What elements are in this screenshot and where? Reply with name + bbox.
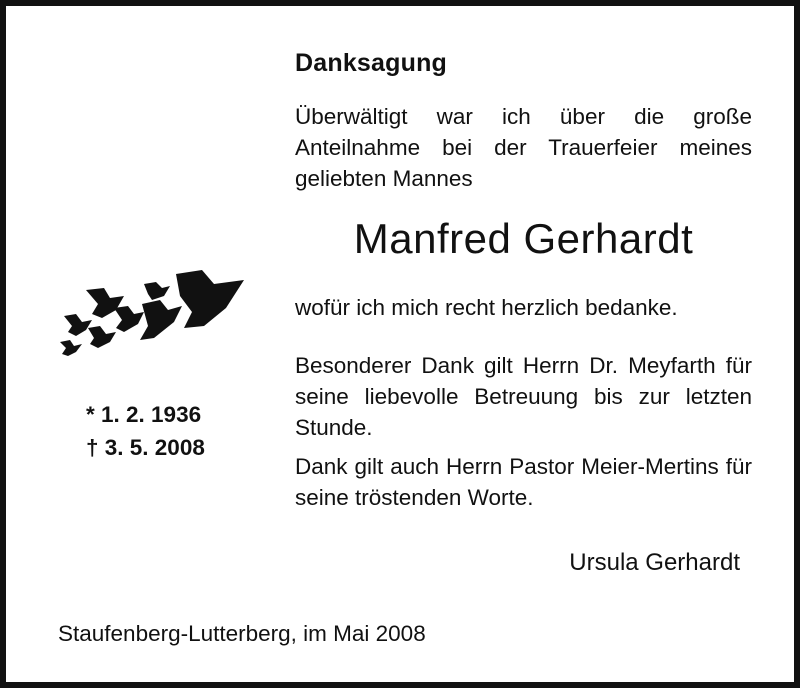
doctor-thanks-text: Besonderer Dank gilt Herrn Dr. Meyfarth für seine liebevolle Betreuung bis zur letzten Stunde. [295, 353, 752, 440]
death-date: † 3. 5. 2008 [86, 435, 205, 460]
thanks-text: wofür ich mich recht herzlich bedanke. [295, 295, 678, 320]
signature: Ursula Gerhardt [569, 549, 740, 576]
deceased-name: Manfred Gerhardt [353, 215, 694, 262]
heading: Danksagung [295, 49, 448, 77]
flying-birds-icon [58, 268, 248, 360]
birth-date: * 1. 2. 1936 [86, 402, 202, 427]
place-and-date: Staufenberg-Lutterberg, im Mai 2008 [58, 621, 426, 646]
pastor-thanks-text: Dank gilt auch Herrn Pastor Meier-Mertins für seine tröstenden Worte. [295, 454, 752, 510]
intro-text: Überwältigt war ich über die große Anteilnahme bei der Trauerfeier meines geliebten Mannes [295, 104, 752, 191]
life-dates [86, 398, 205, 464]
